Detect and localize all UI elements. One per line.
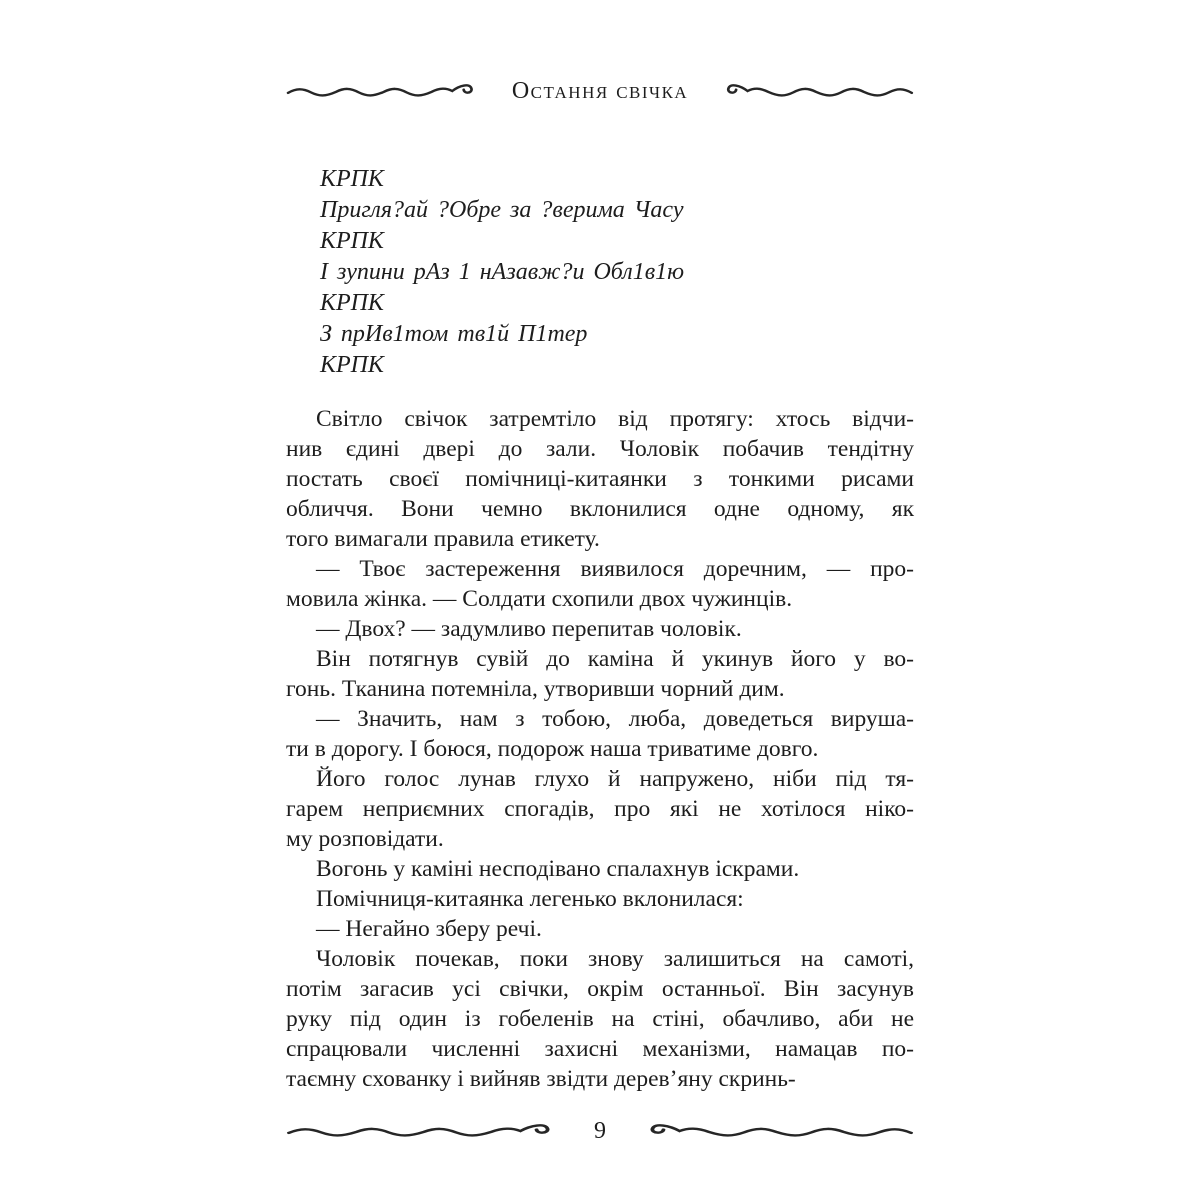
- telegram-line: КРПК: [320, 228, 384, 254]
- text-line: обличчя. Вони чемно вклонилися одне одному, як: [286, 496, 914, 522]
- telegram-line: КРПК: [320, 290, 384, 316]
- telegram-line: Пригля?ай ?Обре за ?верима Часу: [320, 197, 684, 223]
- text-line: — Двох? — задумливо перепитав чоловік.: [316, 616, 742, 642]
- telegram-line: КРПК: [320, 166, 384, 192]
- paragraph: [286, 644, 914, 704]
- telegram-line: КРПК: [320, 352, 384, 378]
- text-line: спрацювали численні захисні механізми, намацав по-: [286, 1036, 914, 1062]
- paragraph: [286, 914, 914, 944]
- text-line: потім загасив усі свічки, окрім останньої. Він засунув: [286, 976, 914, 1002]
- paragraph: [286, 614, 914, 644]
- chapter-header: [286, 74, 914, 108]
- text-line: му розповідати.: [286, 826, 444, 852]
- text-line: Він потягнув сувій до каміна й укинув його у во-: [316, 646, 914, 672]
- text-line: гарем неприємних спогадів, про які не хотілося ніко-: [286, 796, 914, 822]
- wavy-flourish-icon: [286, 80, 494, 102]
- wavy-flourish-icon: [286, 1120, 579, 1142]
- wavy-flourish-icon: [621, 1120, 914, 1142]
- text-line: нив єдині двері до зали. Чоловік побачив тендітну: [286, 436, 914, 462]
- text-line: — Твоє застереження виявилося доречним, — про-: [316, 556, 914, 582]
- text-line: того вимагали правила етикету.: [286, 526, 600, 552]
- text-line: ти в дорогу. І боюся, подорож наша триватиме довго.: [286, 736, 819, 762]
- paragraph: [286, 854, 914, 884]
- paragraph: [286, 764, 914, 854]
- telegram-block: [320, 164, 684, 381]
- text-line: — Значить, нам з тобою, люба, доведеться вируша-: [316, 706, 914, 732]
- body-text: [286, 404, 914, 1094]
- page-footer: [286, 1114, 914, 1148]
- wavy-flourish-icon: [706, 80, 914, 102]
- page-number: 9: [594, 1118, 606, 1144]
- text-line: мовила жінка. — Солдати схопили двох чужинців.: [286, 586, 793, 612]
- telegram-line: З прИв1том тв1й П1тер: [320, 321, 588, 347]
- text-line: гонь. Тканина потемніла, утворивши чорний дим.: [286, 676, 785, 702]
- telegram-line: І зупини рАз 1 нАзавж?и Обл1в1ю: [320, 259, 685, 285]
- text-line: — Негайно зберу речі.: [316, 916, 542, 942]
- paragraph: [286, 704, 914, 764]
- paragraph: [286, 944, 914, 1094]
- text-line: таємну схованку і вийняв звідти дерев’яну скринь-: [286, 1066, 796, 1092]
- text-line: постать своєї помічниці-китаянки з тонкими рисами: [286, 466, 914, 492]
- text-line: Чоловік почекав, поки знову залишиться на самоті,: [316, 946, 914, 972]
- paragraph: [286, 884, 914, 914]
- text-line: Вогонь у каміні несподівано спалахнув іскрами.: [316, 856, 800, 882]
- text-line: руку під один із гобеленів на стіні, обачливо, аби не: [286, 1006, 914, 1032]
- text-line: Світло свічок затремтіло від протягу: хтось відчи-: [316, 406, 914, 432]
- paragraph: [286, 404, 914, 554]
- text-line: Помічниця-китаянка легенько вклонилася:: [316, 886, 744, 912]
- text-line: Його голос лунав глухо й напружено, ніби під тя-: [316, 766, 914, 792]
- paragraph: [286, 554, 914, 614]
- chapter-title: Остання свічка: [511, 77, 689, 104]
